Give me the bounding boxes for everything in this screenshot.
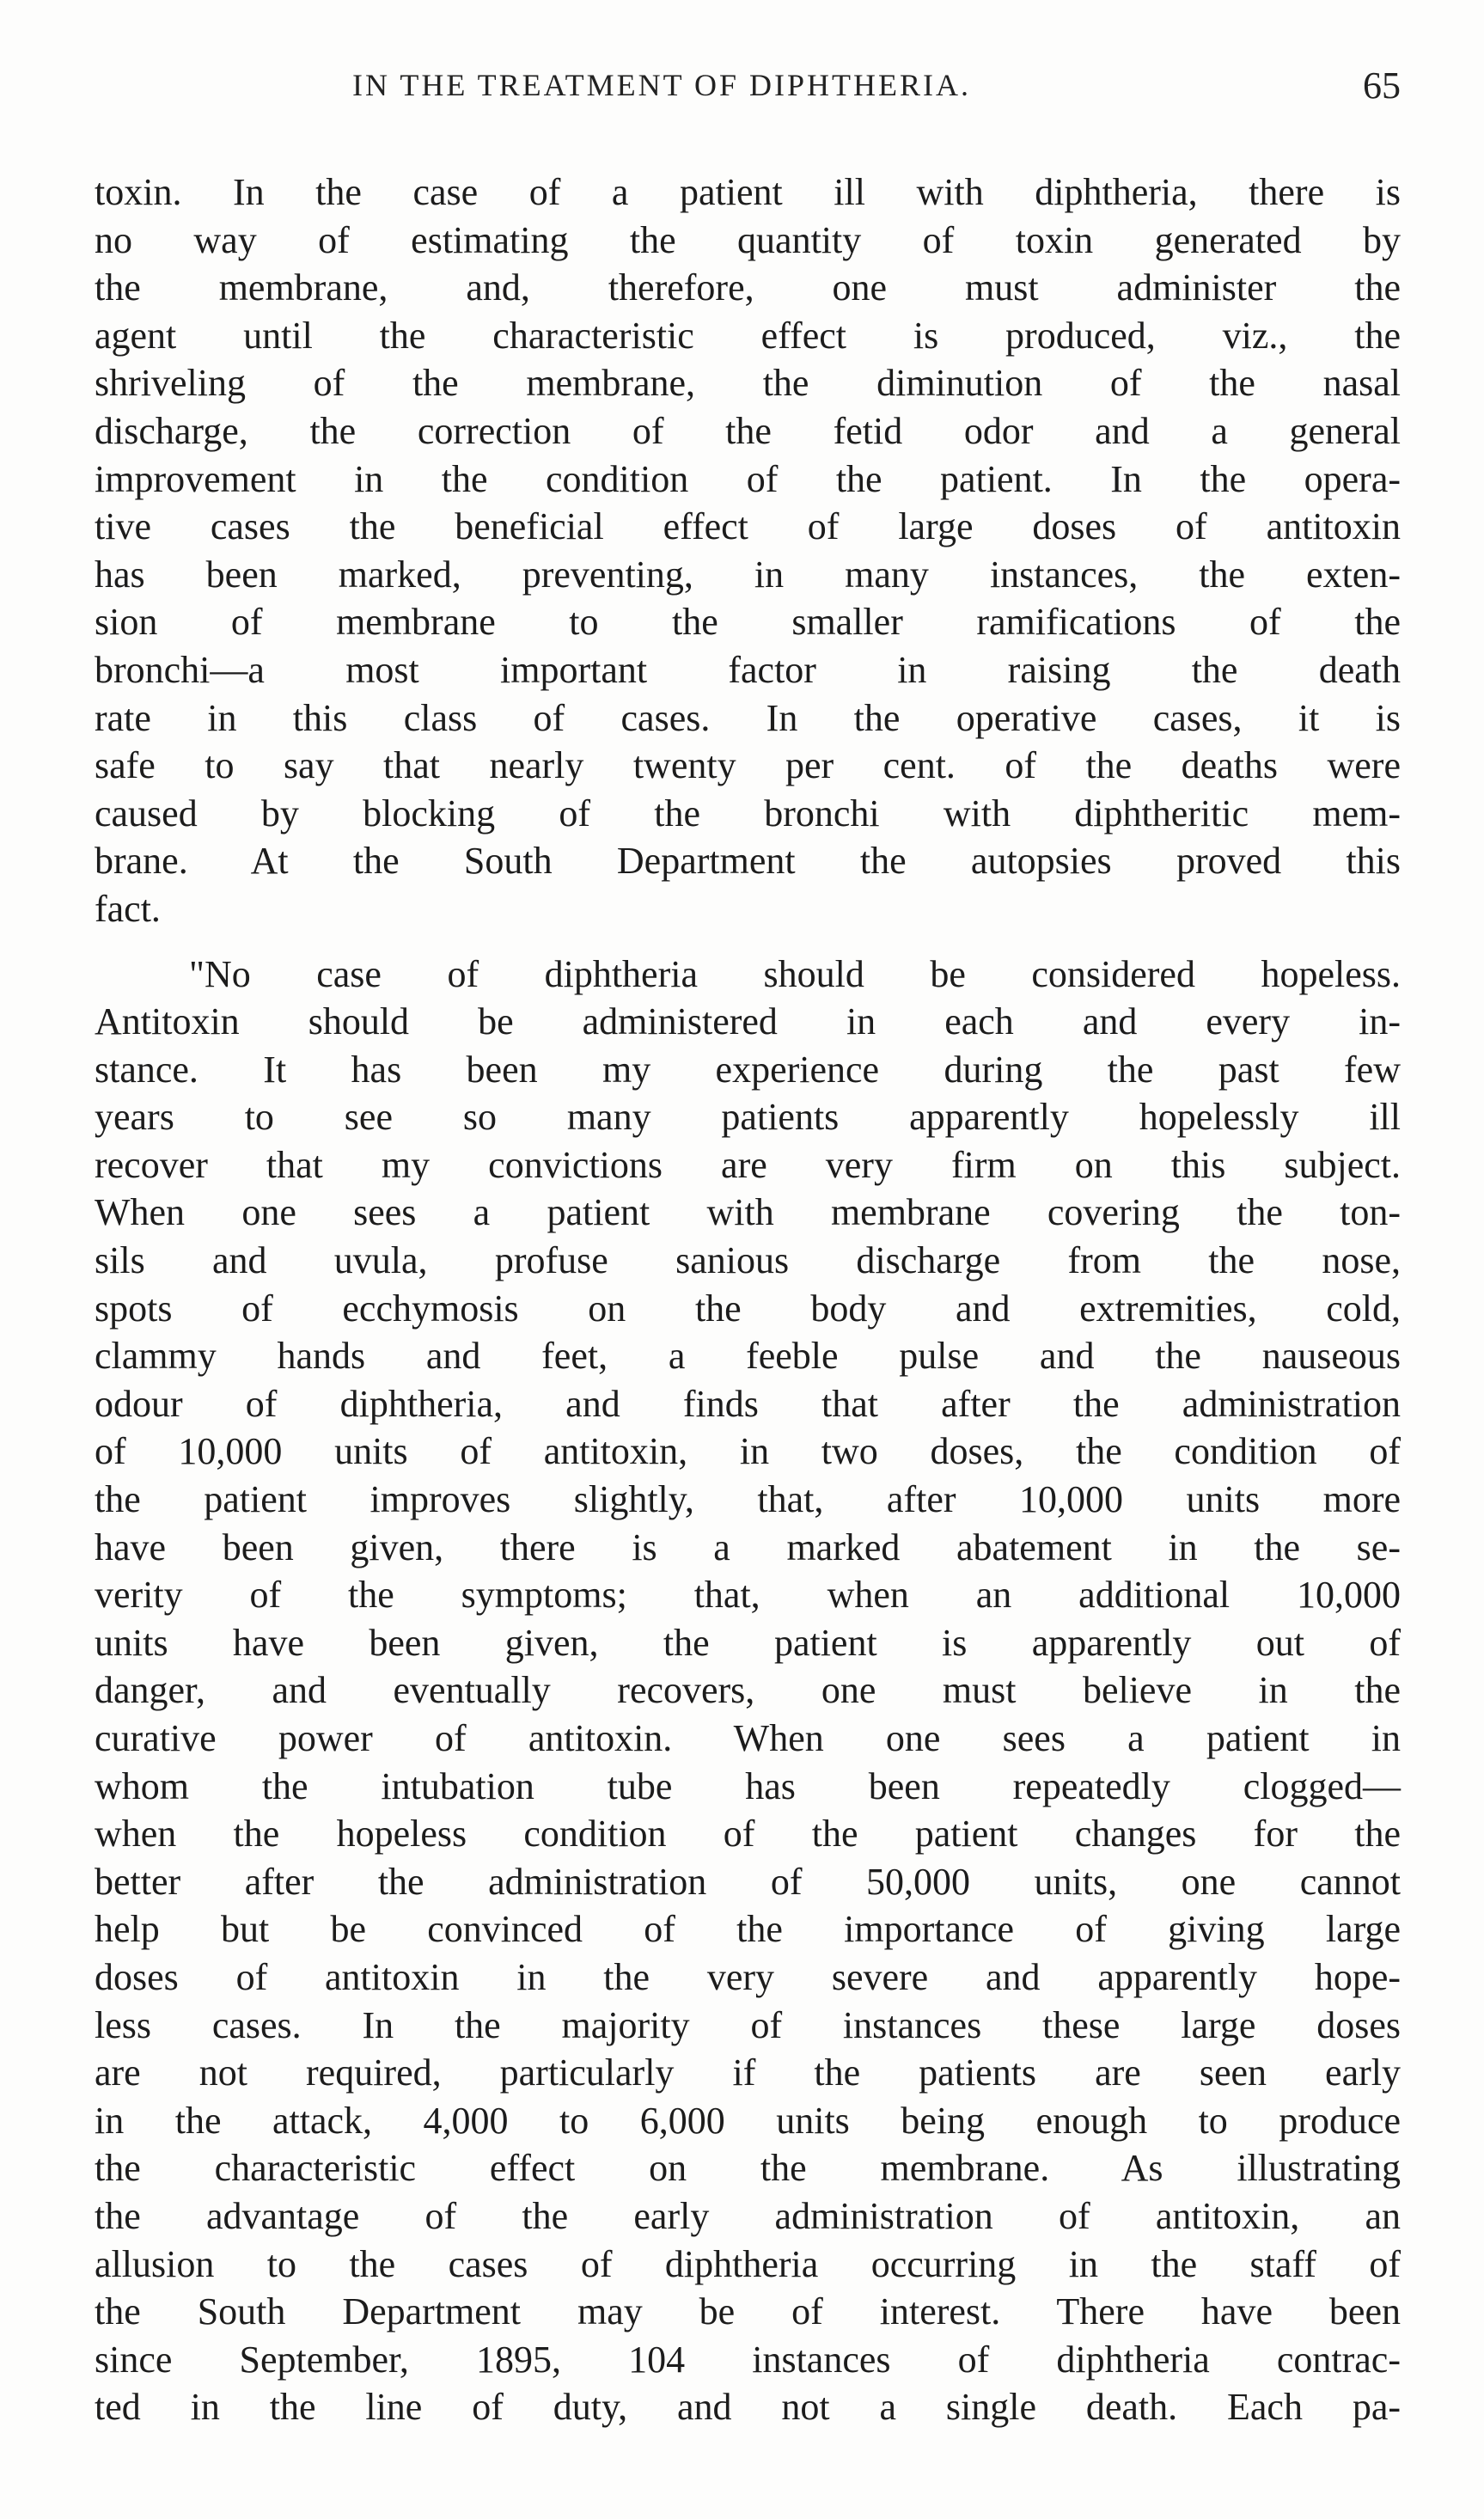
text-line: units have been given, the patient is apparently out of [95, 1621, 1401, 1664]
running-title: IN THE TREATMENT OF DIPHTHERIA. [352, 68, 971, 102]
text-line: sion of membrane to the smaller ramifications of the [95, 601, 1401, 644]
text-line: fact. [95, 887, 161, 930]
text-line: tive cases the beneficial effect of large doses of antitoxin [95, 505, 1401, 548]
text-line: Antitoxin should be administered in each and every in- [95, 1000, 1401, 1043]
text-line: curative power of antitoxin. When one sees a patient in [95, 1717, 1401, 1759]
text-line: brane. At the South Department the autopsies proved this [95, 840, 1401, 883]
text-line: odour of diphtheria, and finds that after the administration [95, 1382, 1401, 1425]
text-line: recover that my convictions are very firm on this subject. [95, 1143, 1401, 1186]
text-line: shriveling of the membrane, the diminution of the nasal [95, 362, 1401, 405]
text-line: rate in this class of cases. In the operative cases, it is [95, 696, 1401, 739]
text-line: the membrane, and, therefore, one must administer the [95, 266, 1401, 309]
text-line: the advantage of the early administration of antitoxin, an [95, 2194, 1401, 2237]
text-line: bronchi—a most important factor in raising the death [95, 648, 1401, 691]
text-line: years to see so many patients apparently hopelessly ill [95, 1096, 1401, 1139]
text-line: verity of the symptoms; that, when an additional 10,000 [95, 1574, 1401, 1617]
text-line: toxin. In the case of a patient ill with diphtheria, there is [95, 171, 1401, 213]
text-line: caused by blocking of the bronchi with diphtheritic mem- [95, 792, 1401, 835]
text-line: less cases. In the majority of instances these large doses [95, 2003, 1401, 2046]
text-line: discharge, the correction of the fetid odor and a general [95, 409, 1401, 452]
text-line: when the hopeless condition of the patient changes for the [95, 1813, 1401, 1856]
running-head [95, 64, 1401, 119]
text-line: in the attack, 4,000 to 6,000 units being enough to produce [95, 2099, 1401, 2142]
paragraph-2 [95, 951, 1401, 2431]
page-number: 65 [1363, 64, 1401, 107]
text-line: have been given, there is a marked abatement in the se- [95, 1525, 1401, 1568]
text-line: stance. It has been my experience during the past few [95, 1048, 1401, 1091]
text-line: safe to say that nearly twenty per cent. of the deaths were [95, 744, 1401, 787]
paragraph-gap [95, 933, 1401, 951]
text-line: clammy hands and feet, a feeble pulse and the nauseous [95, 1335, 1401, 1378]
text-line: sils and uvula, profuse sanious discharge from the nose, [95, 1239, 1401, 1282]
text-line: danger, and eventually recovers, one must believe in the [95, 1669, 1401, 1712]
text-line: of 10,000 units of antitoxin, in two doses, the condition of [95, 1430, 1401, 1473]
text-line: the South Department may be of interest. There have been [95, 2290, 1401, 2333]
paragraph-1 [95, 168, 1401, 933]
text-line: are not required, particularly if the patients are seen early [95, 2051, 1401, 2094]
text-line: better after the administration of 50,000 units, one cannot [95, 1860, 1401, 1903]
text-line: agent until the characteristic effect is produced, viz., the [95, 314, 1401, 357]
text-line: ted in the line of duty, and not a single death. Each pa- [95, 2386, 1401, 2429]
text-line: help but be convinced of the importance of giving large [95, 1908, 1401, 1951]
text-line: the patient improves slightly, that, after 10,000 units more [95, 1478, 1401, 1521]
body-text [95, 168, 1401, 2431]
text-line: doses of antitoxin in the very severe and apparently hope- [95, 1955, 1401, 1998]
text-line: no way of estimating the quantity of toxin generated by [95, 218, 1401, 261]
text-line: the characteristic effect on the membrane. As illustrating [95, 2147, 1401, 2190]
text-line: since September, 1895, 104 instances of diphtheria contrac- [95, 2338, 1401, 2381]
text-line: spots of ecchymosis on the body and extremities, cold, [95, 1287, 1401, 1330]
text-line: improvement in the condition of the patient. In the opera- [95, 457, 1401, 500]
text-line: "No case of diphtheria should be considered hopeless. [189, 952, 1401, 995]
text-line: When one sees a patient with membrane covering the ton- [95, 1191, 1401, 1234]
text-line: allusion to the cases of diphtheria occurring in the staff of [95, 2242, 1401, 2285]
text-line: has been marked, preventing, in many instances, the exten- [95, 553, 1401, 596]
text-line: whom the intubation tube has been repeatedly clogged— [95, 1764, 1401, 1807]
